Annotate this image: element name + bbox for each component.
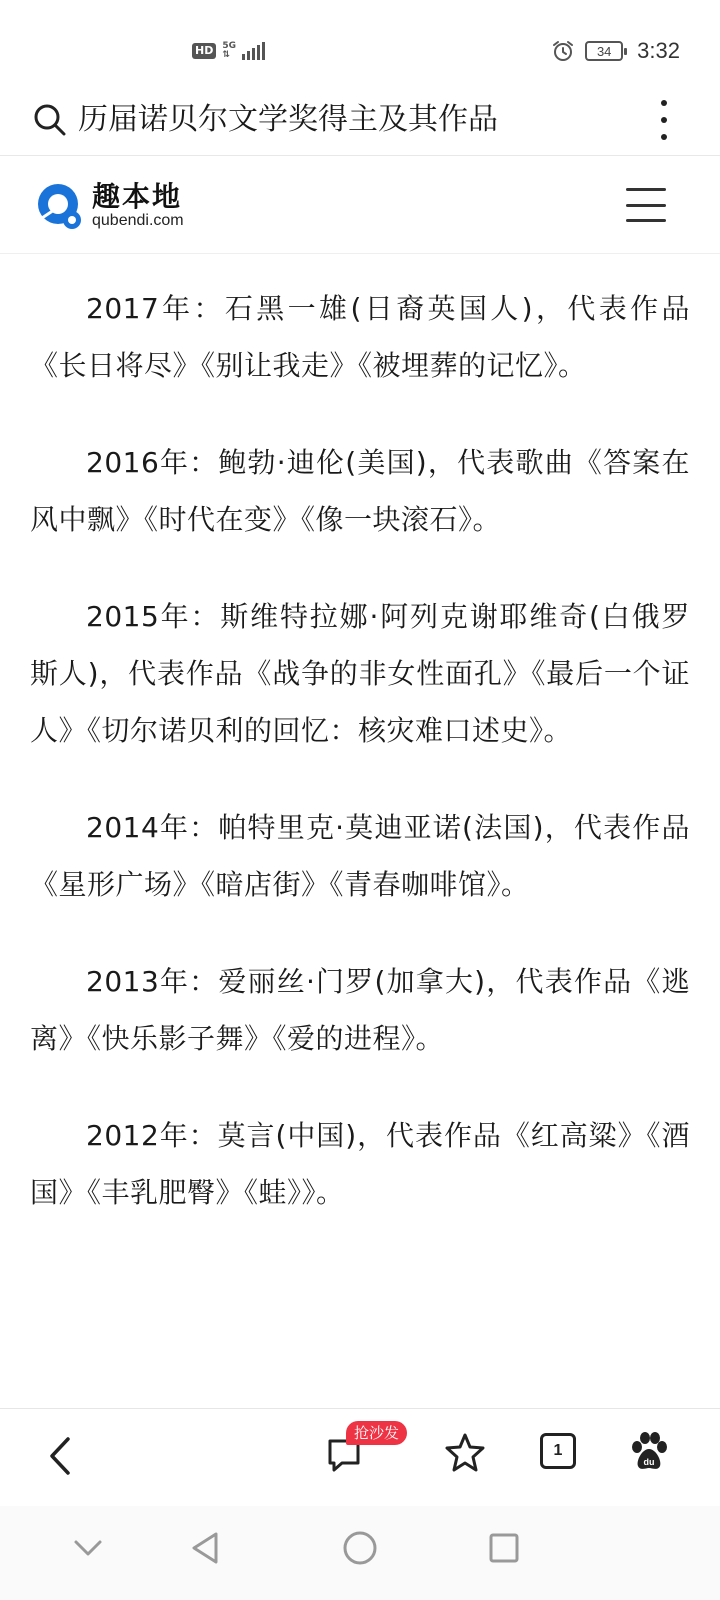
site-header xyxy=(0,158,720,254)
alarm-icon xyxy=(551,39,575,63)
more-vertical-icon[interactable] xyxy=(660,100,668,140)
svg-text:du: du xyxy=(643,1457,655,1467)
search-bar[interactable] xyxy=(0,84,720,156)
network-indicator xyxy=(222,42,236,60)
logo-name-en: qubendi.com xyxy=(92,212,184,229)
status-bar xyxy=(0,0,720,84)
article-body xyxy=(30,280,690,1261)
chevron-down-icon[interactable] xyxy=(68,1528,108,1568)
article-paragraph: 2015年：斯维特拉娜·阿列克谢耶维奇(白俄罗斯人)，代表作品《战争的非女性面孔》《最后一个证人》《切尔诺贝利的回忆：核灾难口述史》。 xyxy=(30,600,690,747)
article-paragraph: 2013年：爱丽丝·门罗(加拿大)，代表作品《逃离》《快乐影子舞》《爱的进程》。 xyxy=(30,965,690,1055)
logo-q-icon xyxy=(34,180,86,232)
hd-badge: HD xyxy=(192,43,216,59)
comment-badge[interactable]: 抢沙发 xyxy=(346,1421,407,1445)
status-right xyxy=(551,38,680,64)
tabs-icon[interactable]: 1 xyxy=(540,1433,576,1469)
battery-indicator: 34 xyxy=(585,41,623,61)
data-arrows-icon: ⇅ xyxy=(222,50,230,60)
clock: 3:32 xyxy=(637,38,680,63)
square-recents-icon[interactable] xyxy=(484,1528,524,1568)
system-nav-bar xyxy=(0,1506,720,1600)
browser-toolbar xyxy=(0,1408,720,1506)
article-paragraph: 2016年：鲍勃·迪伦(美国)，代表歌曲《答案在风中飘》《时代在变》《像一块滚石》。 xyxy=(30,446,690,536)
logo-text xyxy=(92,182,184,230)
back-chevron-icon[interactable] xyxy=(40,1431,80,1481)
site-logo[interactable] xyxy=(34,180,184,232)
article-paragraph: 2017年：石黑一雄(日裔英国人)，代表作品《长日将尽》《别让我走》《被埋葬的记忆》。 xyxy=(30,292,690,382)
search-icon[interactable] xyxy=(32,102,68,138)
circle-home-icon[interactable] xyxy=(340,1528,380,1568)
article-paragraph: 2012年：莫言(中国)，代表作品《红高粱》《酒国》《丰乳肥臀》《蛙》》。 xyxy=(30,1119,690,1209)
star-icon[interactable] xyxy=(444,1431,486,1473)
network-type: 5G xyxy=(222,41,236,51)
baidu-paw-icon[interactable] xyxy=(628,1429,670,1473)
signal-icon xyxy=(242,42,265,60)
article-paragraph: 2014年：帕特里克·莫迪亚诺(法国)，代表作品《星形广场》《暗店街》《青春咖啡馆》。 xyxy=(30,811,690,901)
search-query[interactable]: 历届诺贝尔文学奖得主及其作品 xyxy=(78,102,498,137)
logo-name-cn: 趣本地 xyxy=(92,180,183,213)
hamburger-menu-icon[interactable] xyxy=(626,188,666,222)
triangle-back-icon[interactable] xyxy=(186,1528,226,1568)
status-left xyxy=(192,42,265,60)
